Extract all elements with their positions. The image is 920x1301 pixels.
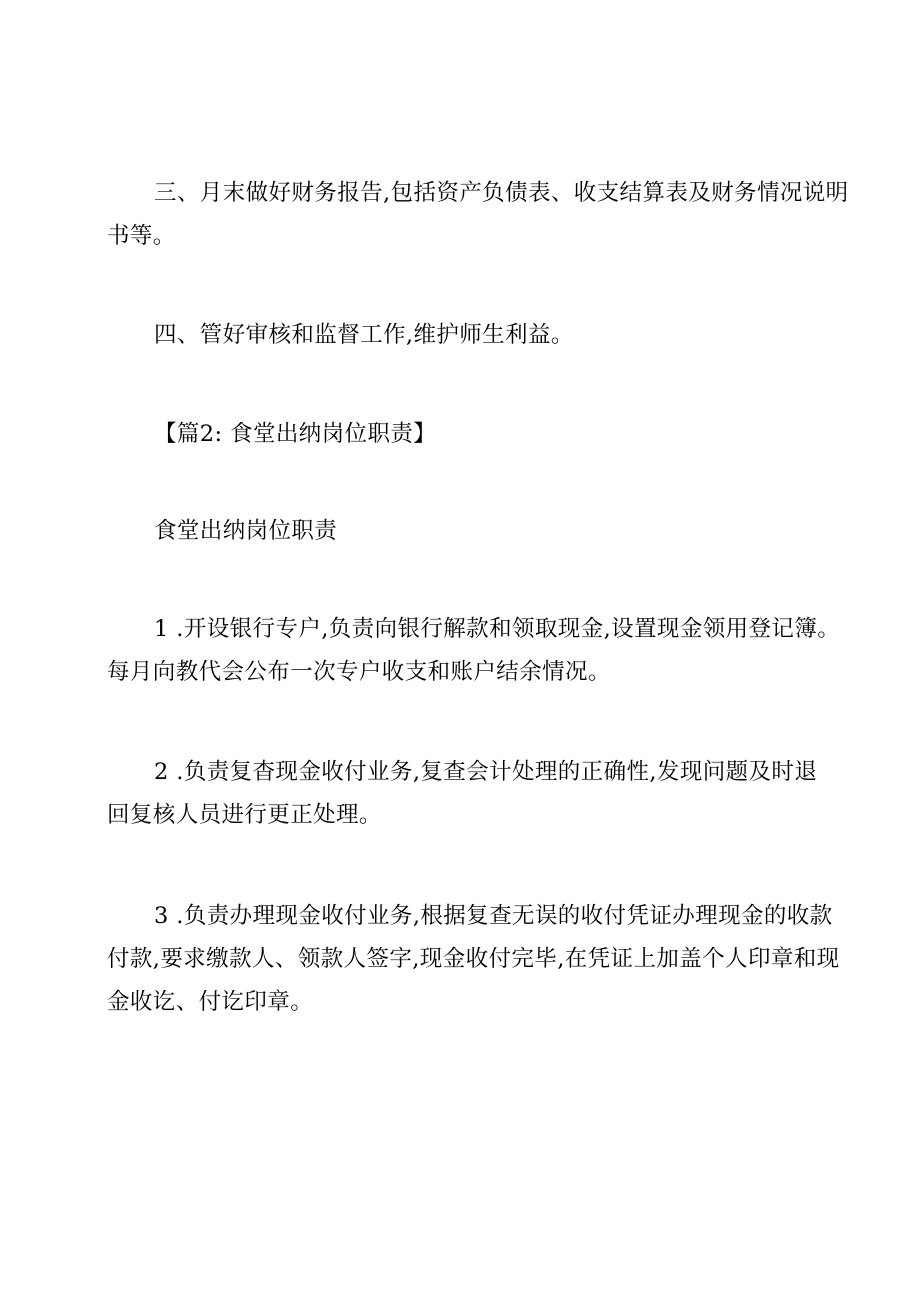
text-line: 三、月末做好财务报告,包括资产负债表、收支结算表及财务情况说明: [154, 180, 849, 206]
document-title: [107, 510, 813, 553]
list-item-3: [107, 895, 840, 1024]
text-line: 2 .负责复杳现金收付业务,复查会计处理的正确性,发现问题及时退: [154, 759, 818, 785]
paragraph-finance-report: [107, 172, 849, 258]
section-heading-text: 【篇2: 食堂出纳岗位职责】: [154, 421, 437, 447]
text-line: 书等。: [107, 223, 176, 249]
text-line: 四、管好审核和监督工作,维护师生利益。: [154, 322, 574, 348]
list-item-1: [107, 608, 841, 694]
text-line: 3 .负责办理现金收付业务,根据复查无误的收付凭证办理现金的收款: [154, 903, 833, 929]
text-line: 付款,要求缴款人、领款人签字,现金收付完毕,在凭证上加盖个人印章和现: [107, 946, 840, 972]
section-heading: [107, 413, 813, 456]
document-title-text: 食堂出纳岗位职责: [154, 518, 338, 544]
text-line: 金收讫、付讫印章。: [107, 989, 314, 1015]
text-line: 回复核人员进行更正处理。: [107, 802, 382, 828]
text-line: 1 .开设银行专户,负责向银行解款和领取现金,设置现金领用登记簿。: [154, 616, 841, 642]
list-item-2: [107, 751, 818, 837]
paragraph-audit-supervision: [107, 314, 813, 357]
text-line: 每月向教代会公布一次专户收支和账户结余情况。: [107, 659, 611, 685]
